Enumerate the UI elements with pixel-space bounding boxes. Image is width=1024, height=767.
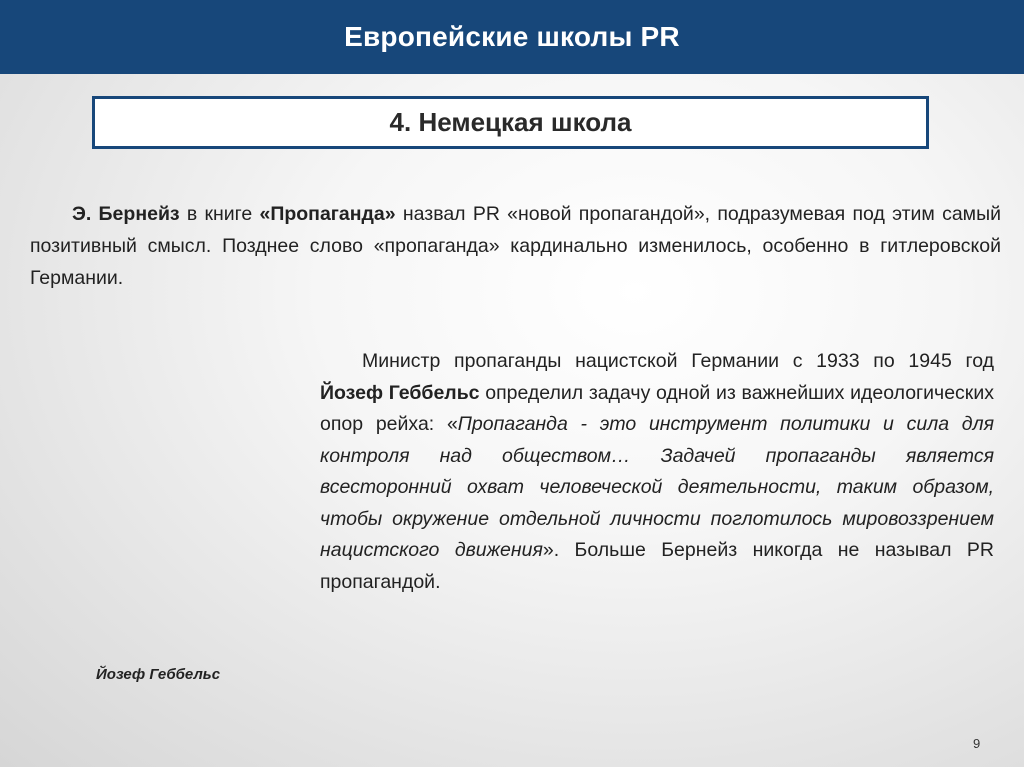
paragraph-goebbels	[320, 346, 994, 598]
paragraph2-text-c: ». Больше Бернейз никогда не называл PR пропагандой.	[320, 539, 994, 593]
slide-title: Европейские школы PR	[344, 21, 680, 52]
slide-header	[0, 0, 1024, 74]
goebbels-name: Йозеф Геббельс	[320, 381, 480, 404]
goebbels-quote: Пропаганда - это инструмент политики и сила для контроля над обществом… Задачей пропаганды является всесторонний охват человеческой деятельности, таким образом, чтобы окружение отдельной личности поглотилось мировоззрением нацистского движения	[320, 413, 994, 561]
paragraph1-text-b: назвал PR «новой пропагандой», подразумевая под этим самый позитивный смысл. Позднее слово «пропаганда» кардинально изменилось, особенно в гитлеровской Германии.	[30, 203, 1001, 289]
author-name: Э. Бернейз	[72, 203, 180, 225]
section-title-box	[92, 96, 929, 149]
section-title: 4. Немецкая школа	[389, 107, 632, 137]
portrait-caption: Йозеф Геббельс	[96, 666, 221, 683]
paragraph2-text-a: Министр пропаганды нацистской Германии с 1933 по 1945 год	[362, 350, 994, 372]
paragraph-bernays	[30, 198, 1001, 294]
page-number: 9	[973, 736, 981, 751]
paragraph2-text-b: определил задачу одной из важнейших идеологических опор рейха: «	[320, 381, 994, 435]
book-title: «Пропаганда»	[259, 203, 396, 225]
paragraph1-text-a: в книге	[179, 203, 260, 225]
